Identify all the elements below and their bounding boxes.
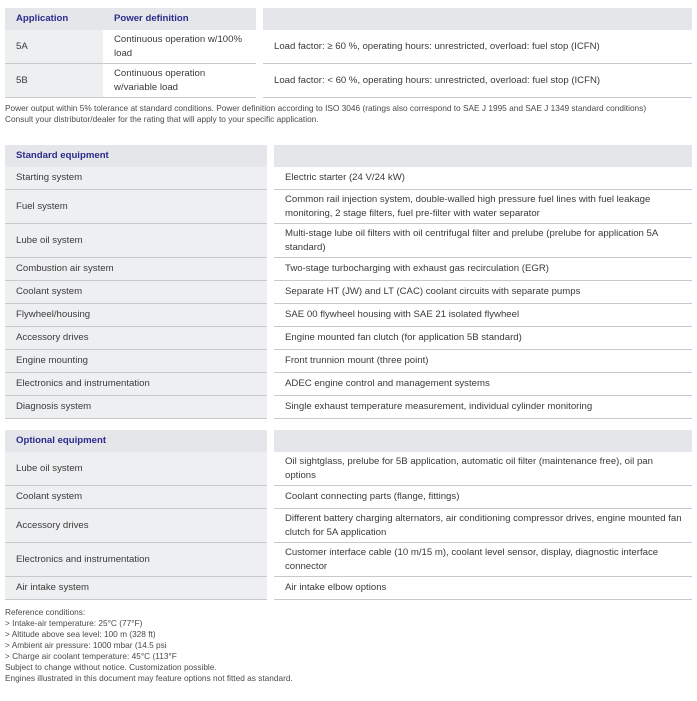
equipment-name: Lube oil system — [5, 224, 267, 258]
equipment-name: Electronics and instrumentation — [5, 373, 267, 396]
equipment-name: Air intake system — [5, 577, 267, 600]
footer-note-line: Engines illustrated in this document may feature options not fitted as standard. — [5, 673, 293, 683]
equipment-value: ADEC engine control and management systems — [274, 373, 692, 396]
optional-equipment-title: Optional equipment — [5, 430, 267, 452]
equipment-value: SAE 00 flywheel housing with SAE 21 isolated flywheel — [274, 304, 692, 327]
equipment-name: Lube oil system — [5, 452, 267, 486]
footer-note-line: Subject to change without notice. Customization possible. — [5, 662, 217, 672]
equipment-value: Separate HT (JW) and LT (CAC) coolant circuits with separate pumps — [274, 281, 692, 304]
equipment-name: Engine mounting — [5, 350, 267, 373]
description-header — [263, 8, 692, 30]
power-note-line-2: Consult your distributor/dealer for the rating that will apply to your specific application. — [5, 114, 319, 124]
footer-note-line: > Charge air coolant temperature: 45°C (113°F — [5, 651, 177, 661]
standard-equipment-rows — [5, 167, 692, 419]
equipment-name: Coolant system — [5, 281, 267, 304]
equipment-row — [5, 281, 692, 304]
equipment-name: Flywheel/housing — [5, 304, 267, 327]
equipment-value: Different battery charging alternators, air conditioning compressor drives, engine mounted fan clutch for 5A application — [274, 509, 692, 543]
spec-sheet — [5, 8, 692, 684]
standard-equipment-table — [5, 145, 692, 419]
equipment-value: Air intake elbow options — [274, 577, 692, 600]
equipment-value: Customer interface cable (10 m/15 m), coolant level sensor, display, diagnostic interface connector — [274, 543, 692, 577]
equipment-value: Front trunnion mount (three point) — [274, 350, 692, 373]
equipment-value: Two-stage turbocharging with exhaust gas recirculation (EGR) — [274, 258, 692, 281]
equipment-row — [5, 396, 692, 419]
application-row-5a — [5, 30, 692, 64]
equipment-row — [5, 350, 692, 373]
equipment-value: Single exhaust temperature measurement, individual cylinder monitoring — [274, 396, 692, 419]
equipment-value: Engine mounted fan clutch (for application 5B standard) — [274, 327, 692, 350]
equipment-row — [5, 258, 692, 281]
footer-note-line: > Ambient air pressure: 1000 mbar (14.5 psi — [5, 640, 167, 650]
equipment-name: Accessory drives — [5, 509, 267, 543]
application-description: Load factor: ≥ 60 %, operating hours: unrestricted, overload: fuel stop (ICFN) — [263, 30, 692, 64]
equipment-name: Electronics and instrumentation — [5, 543, 267, 577]
optional-equipment-table — [5, 430, 692, 600]
application-description: Load factor: < 60 %, operating hours: unrestricted, overload: fuel stop (ICFN) — [263, 64, 692, 98]
footer-note-line: > Intake-air temperature: 25°C (77°F) — [5, 618, 143, 628]
equipment-row — [5, 543, 692, 577]
equipment-row — [5, 167, 692, 190]
application-code: 5A — [5, 30, 103, 63]
equipment-row — [5, 190, 692, 224]
footer-note-line: Reference conditions: — [5, 607, 86, 617]
application-header: Application — [16, 13, 69, 25]
equipment-name: Starting system — [5, 167, 267, 190]
application-header-cells — [5, 8, 256, 30]
equipment-row — [5, 509, 692, 543]
power-definition: Continuous operation w/100% load — [108, 30, 256, 63]
equipment-name: Coolant system — [5, 486, 267, 509]
equipment-value: Multi-stage lube oil filters with oil centrifugal filter and prelube (prelube for application 5A standard) — [274, 224, 692, 258]
footer-notes — [5, 607, 692, 684]
equipment-row — [5, 304, 692, 327]
application-row-5b — [5, 64, 692, 98]
equipment-value: Coolant connecting parts (flange, fittings) — [274, 486, 692, 509]
equipment-name: Combustion air system — [5, 258, 267, 281]
equipment-row — [5, 327, 692, 350]
equipment-row — [5, 486, 692, 509]
footer-note-line: > Altitude above sea level: 100 m (328 ft) — [5, 629, 156, 639]
power-note — [5, 103, 692, 125]
equipment-value: Common rail injection system, double-walled high pressure fuel lines with fuel leakage monitoring, 2 stage filters, fuel pre-filter with water separator — [274, 190, 692, 224]
equipment-name: Fuel system — [5, 190, 267, 224]
application-code: 5B — [5, 64, 103, 97]
equipment-name: Diagnosis system — [5, 396, 267, 419]
application-table-header — [5, 8, 692, 30]
equipment-name: Accessory drives — [5, 327, 267, 350]
optional-equipment-rows — [5, 452, 692, 600]
power-definition-header: Power definition — [114, 13, 189, 25]
equipment-row — [5, 373, 692, 396]
power-note-line-1: Power output within 5% tolerance at standard conditions. Power definition according to ISO 3046 (ratings also correspond to SAE J 1995 and SAE J 1349 standard conditions) — [5, 103, 647, 113]
equipment-value: Electric starter (24 V/24 kW) — [274, 167, 692, 190]
equipment-row — [5, 452, 692, 486]
application-table — [5, 8, 692, 98]
equipment-value: Oil sightglass, prelube for 5B application, automatic oil filter (maintenance free), oil pan options — [274, 452, 692, 486]
power-definition: Continuous operation w/variable load — [108, 64, 256, 97]
standard-equipment-title: Standard equipment — [5, 145, 267, 167]
equipment-row — [5, 224, 692, 258]
equipment-row — [5, 577, 692, 600]
